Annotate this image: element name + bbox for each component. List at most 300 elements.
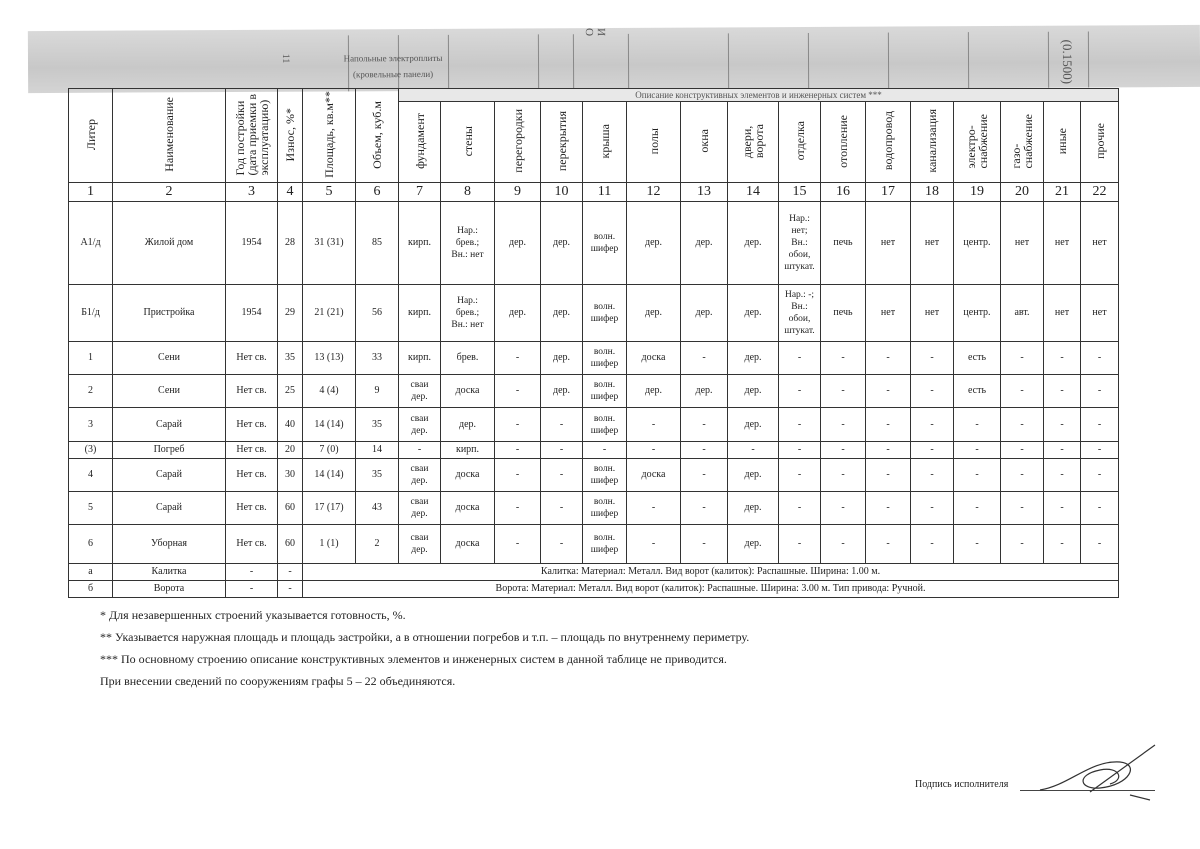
table-cell: 14 (14) [303,459,356,492]
table-cell: Нар.: брев.; Вн.: нет [441,285,495,342]
table-cell: - [821,459,866,492]
table-cell: - [911,342,954,375]
table-cell: сваи дер. [399,492,441,525]
column-header [495,102,541,183]
table-cell: - [495,342,541,375]
table-cell: волн. шифер [583,285,627,342]
table-cell: - [1001,525,1044,564]
table-cell: - [821,408,866,442]
column-header-label: окна [697,129,711,153]
table-cell: - [1044,525,1081,564]
band-label-2: (кровельные панели) [352,68,434,80]
table-cell: центр. [954,285,1001,342]
group-header: Описание конструктивных элементов и инженерных систем *** [399,89,1119,102]
table-cell: - [911,492,954,525]
table-cell: - [779,442,821,459]
table-cell: Пристройка [113,285,226,342]
table-cell: доска [441,375,495,408]
table-cell: доска [441,525,495,564]
column-header-label: водопровод [881,111,895,171]
column-header-label: полы [646,127,661,155]
table-cell: - [954,459,1001,492]
table-cell: 13 (13) [303,342,356,375]
table-cell: А1/д [69,202,113,285]
table-cell: - [627,492,681,525]
column-header [113,89,226,183]
table-cell: брев. [441,342,495,375]
table-row [69,342,1119,375]
merged-description-cell: Калитка: Материал: Металл. Вид ворот (калиток): Распашные. Ширина: 1.00 м. [303,564,1119,581]
table-cell: 30 [278,459,303,492]
column-header [226,89,278,183]
column-number: 4 [278,183,303,202]
column-header [681,102,728,183]
signature-image [1030,740,1160,810]
table-cell: Нет св. [226,525,278,564]
table-cell: - [1001,375,1044,408]
column-header [728,102,779,183]
table-cell: - [681,525,728,564]
table-cell: - [495,375,541,408]
table-row [69,492,1119,525]
table-cell: нет [1044,202,1081,285]
footnote-4: При внесении сведений по сооружениям графы 5 – 22 объединяются. [100,674,456,688]
table-cell: 14 [356,442,399,459]
table-cell: Нет св. [226,459,278,492]
table-cell: 25 [278,375,303,408]
table-cell: - [911,525,954,564]
column-header-label: перекрытия [554,110,569,172]
table-cell: - [954,408,1001,442]
table-cell: дер. [728,342,779,375]
table-cell: 2 [69,375,113,408]
table-cell: 31 (31) [303,202,356,285]
table-cell: 9 [356,375,399,408]
table-cell: сваи дер. [399,408,441,442]
table-cell: дер. [441,408,495,442]
table-cell: дер. [728,525,779,564]
column-number: 7 [399,183,441,202]
footnote-3: *** По основному строению описание конструктивных элементов и инженерных систем в данной таблице не приводится. [100,652,727,666]
table-cell: - [1081,442,1119,459]
table-cell: - [779,492,821,525]
table-cell: Нет св. [226,342,278,375]
table-cell: Уборная [113,525,226,564]
table-cell: 14 (14) [303,408,356,442]
table-cell: волн. шифер [583,375,627,408]
table-cell: 21 (21) [303,285,356,342]
table-cell: 2 [356,525,399,564]
table-cell: доска [441,459,495,492]
scan-top-band [28,25,1200,93]
table-cell: дер. [627,285,681,342]
table-cell: - [1044,375,1081,408]
header-row [69,89,1119,102]
column-number: 19 [954,183,1001,202]
table-cell: кирп. [399,285,441,342]
table-cell: - [821,442,866,459]
column-number: 13 [681,183,728,202]
table-cell: дер. [681,202,728,285]
table-cell: Нет св. [226,375,278,408]
column-header [583,102,627,183]
table-cell: дер. [541,202,583,285]
column-header-label: Год постройки (дата приемки в эксплуатацию) [232,93,271,176]
table-cell: дер. [495,285,541,342]
table-row [69,375,1119,408]
table-cell: доска [627,459,681,492]
table-cell: - [681,342,728,375]
table-cell: б [69,581,113,598]
table-cell: 6 [69,525,113,564]
table-cell: - [728,442,779,459]
table-cell: Сарай [113,459,226,492]
column-numbers-row [69,183,1119,202]
table-cell: - [495,525,541,564]
footnote-1: * Для незавершенных строений указывается готовность, %. [100,608,406,622]
column-header-label: канализация [925,109,939,173]
table-cell: Нет св. [226,492,278,525]
column-header [821,102,866,183]
column-number: 8 [441,183,495,202]
table-cell: - [954,492,1001,525]
table-cell: - [681,408,728,442]
table-row [69,285,1119,342]
table-cell: авт. [1001,285,1044,342]
table-cell: а [69,564,113,581]
table-cell: - [1001,442,1044,459]
table-cell: дер. [541,342,583,375]
footnotes [100,604,749,692]
column-number: 3 [226,183,278,202]
table-cell: - [954,525,1001,564]
table-cell: - [541,442,583,459]
table-cell: - [911,375,954,408]
table-cell: Нет св. [226,408,278,442]
column-header [278,89,303,183]
table-row [69,202,1119,285]
column-number: 10 [541,183,583,202]
table-cell: кирп. [441,442,495,459]
table-cell: дер. [541,285,583,342]
table-cell: - [681,492,728,525]
table-cell: - [226,581,278,598]
table-cell: - [911,408,954,442]
table-cell: волн. шифер [583,459,627,492]
column-header [541,102,583,183]
table-cell: - [627,525,681,564]
band-go: И О [582,28,607,37]
column-header-label: перегородки [510,109,525,173]
table-cell: 35 [356,459,399,492]
table-cell: центр. [954,202,1001,285]
column-header [1081,102,1119,183]
table-cell: - [399,442,441,459]
column-number: 16 [821,183,866,202]
column-number: 9 [495,183,541,202]
table-cell: 35 [278,342,303,375]
column-number: 15 [779,183,821,202]
table-cell: - [1081,525,1119,564]
table-cell: 35 [356,408,399,442]
column-number: 5 [303,183,356,202]
table-cell: - [226,564,278,581]
column-header-label: Наименование [162,97,176,172]
table-cell: 1954 [226,285,278,342]
column-number: 14 [728,183,779,202]
table-cell: нет [1081,202,1119,285]
table-cell: 5 [69,492,113,525]
table-cell: 43 [356,492,399,525]
column-header-label: прочие [1092,123,1107,159]
table-cell: - [495,442,541,459]
column-header-label: крыша [597,123,612,159]
table-cell: - [541,525,583,564]
table-cell: 40 [278,408,303,442]
column-header [866,102,911,183]
band-label-1: Напольные электроплиты [343,52,443,64]
column-header [954,102,1001,183]
column-header [1001,102,1044,183]
table-row [69,525,1119,564]
table-cell: нет [1001,202,1044,285]
table-cell: дер. [728,459,779,492]
table-cell: 1 [69,342,113,375]
table-cell: - [779,525,821,564]
column-header-label: Износ, %* [283,107,297,162]
column-header [441,102,495,183]
column-header-label: электро- снабжение [964,113,990,169]
table-cell: - [1044,442,1081,459]
table-row [69,459,1119,492]
table-cell: - [495,492,541,525]
table-cell: - [541,492,583,525]
table-cell: Сарай [113,408,226,442]
table-cell: дер. [728,492,779,525]
table-cell: Нар.: -; Вн.: обои, штукат. [779,285,821,342]
table-cell: есть [954,375,1001,408]
column-header [399,102,441,183]
table-cell: - [583,442,627,459]
table-cell: - [1081,492,1119,525]
table-cell: дер. [627,375,681,408]
column-header [1044,102,1081,183]
table-cell: 29 [278,285,303,342]
table-cell: - [278,581,303,598]
table-row [69,408,1119,442]
table-cell: доска [627,342,681,375]
table-cell: 4 [69,459,113,492]
column-header [779,102,821,183]
table-row [69,442,1119,459]
column-number: 6 [356,183,399,202]
table-cell: - [1001,459,1044,492]
table-cell: - [866,408,911,442]
table-cell: - [541,459,583,492]
footnote-2: ** Указывается наружная площадь и площадь застройки, а в отношении погребов и т.п. – площадь по внутреннему периметру. [100,630,750,644]
table-cell: кирп. [399,202,441,285]
table-row-merged [69,564,1119,581]
merged-description-cell: Ворота: Материал: Металл. Вид ворот (калиток): Распашные. Ширина: 3.00 м. Тип привода: Ручной. [303,581,1119,598]
table-cell: - [821,492,866,525]
table-cell: - [278,564,303,581]
table-cell: - [821,375,866,408]
table-cell: Жилой дом [113,202,226,285]
table-cell: - [1081,342,1119,375]
table-cell: - [779,459,821,492]
table-cell: Сарай [113,492,226,525]
signature-label: Подпись исполнителя [915,779,1009,790]
table-cell: дер. [681,285,728,342]
table-cell: 28 [278,202,303,285]
buildings-table [68,88,1119,598]
table-cell: нет [911,285,954,342]
column-number: 11 [583,183,627,202]
table-cell: - [779,375,821,408]
table-cell: печь [821,285,866,342]
table-cell: - [821,342,866,375]
column-number: 1 [69,183,113,202]
table-cell: дер. [728,408,779,442]
column-number: 12 [627,183,681,202]
table-row-merged [69,581,1119,598]
column-number: 2 [113,183,226,202]
table-cell: волн. шифер [583,342,627,375]
table-cell: - [866,459,911,492]
table-cell: (3) [69,442,113,459]
table-cell: - [1001,492,1044,525]
column-header-label: фундамент [412,113,427,169]
table-cell: - [866,525,911,564]
table-cell: - [1081,375,1119,408]
table-cell: - [681,442,728,459]
table-cell: - [495,459,541,492]
table-cell: нет [1044,285,1081,342]
table-cell: - [911,459,954,492]
table-cell: кирп. [399,342,441,375]
table-cell: - [1081,408,1119,442]
column-number: 18 [911,183,954,202]
table-cell: волн. шифер [583,202,627,285]
column-header-label: двери, ворота [740,123,766,159]
table-cell: - [911,442,954,459]
table-cell: сваи дер. [399,459,441,492]
band-scale: (0.1500) [1059,39,1076,85]
table-cell: печь [821,202,866,285]
table-cell: - [1001,408,1044,442]
table-cell: дер. [681,375,728,408]
table-cell: 60 [278,492,303,525]
table-cell: дер. [728,202,779,285]
column-header-label: стены [460,125,475,157]
table-cell: - [866,492,911,525]
table-cell: - [779,408,821,442]
table-cell: Сени [113,342,226,375]
table-cell: 20 [278,442,303,459]
band-number: 11 [279,53,292,64]
table-cell: волн. шифер [583,408,627,442]
table-cell: нет [911,202,954,285]
table-cell: 85 [356,202,399,285]
column-header-label: отопление [836,114,850,168]
column-number: 22 [1081,183,1119,202]
column-header-label: иные [1055,127,1069,155]
table-cell: Сени [113,375,226,408]
table-cell: нет [1081,285,1119,342]
table-cell: - [1081,459,1119,492]
table-cell: 7 (0) [303,442,356,459]
table-cell: нет [866,202,911,285]
table-cell: 3 [69,408,113,442]
table-cell: 33 [356,342,399,375]
table-cell: - [627,408,681,442]
table-cell: дер. [495,202,541,285]
table-cell: - [681,459,728,492]
table-cell: волн. шифер [583,525,627,564]
table-cell: - [1001,342,1044,375]
table-cell: - [541,408,583,442]
table-cell: 17 (17) [303,492,356,525]
table-cell: есть [954,342,1001,375]
table-cell: Погреб [113,442,226,459]
table-cell: нет [866,285,911,342]
table-cell: - [1044,408,1081,442]
column-header-label: отделка [792,121,807,161]
table-cell: 1 (1) [303,525,356,564]
column-header [69,89,113,183]
table-cell: - [627,442,681,459]
column-header-label: газо- снабжение [1009,113,1035,169]
column-number: 17 [866,183,911,202]
column-number: 20 [1001,183,1044,202]
table-cell: - [495,408,541,442]
column-header-label: Объем, куб.м [370,100,384,169]
table-cell: Нет св. [226,442,278,459]
column-header [911,102,954,183]
column-header-label: Литер [83,118,98,151]
table-cell: 1954 [226,202,278,285]
table-cell: дер. [728,375,779,408]
table-cell: 56 [356,285,399,342]
table-cell: дер. [627,202,681,285]
table-cell: Б1/д [69,285,113,342]
column-number: 21 [1044,183,1081,202]
table-cell: - [821,525,866,564]
table-cell: - [954,442,1001,459]
table-cell: 4 (4) [303,375,356,408]
column-header-label: Площадь, кв.м** [322,91,336,178]
table-cell: доска [441,492,495,525]
table-cell: - [1044,492,1081,525]
table-cell: Ворота [113,581,226,598]
column-header [303,89,356,183]
table-cell: сваи дер. [399,525,441,564]
column-header [627,102,681,183]
table-cell: - [779,342,821,375]
table-cell: дер. [728,285,779,342]
table-cell: - [866,442,911,459]
table-cell: - [1044,342,1081,375]
table-cell: - [866,375,911,408]
table-cell: дер. [541,375,583,408]
table-cell: - [1044,459,1081,492]
table-cell: 60 [278,525,303,564]
table-cell: Нар.: брев.; Вн.: нет [441,202,495,285]
column-header [356,89,399,183]
table-cell: - [866,342,911,375]
table-cell: Нар.: нет; Вн.: обои, штукат. [779,202,821,285]
table-cell: волн. шифер [583,492,627,525]
